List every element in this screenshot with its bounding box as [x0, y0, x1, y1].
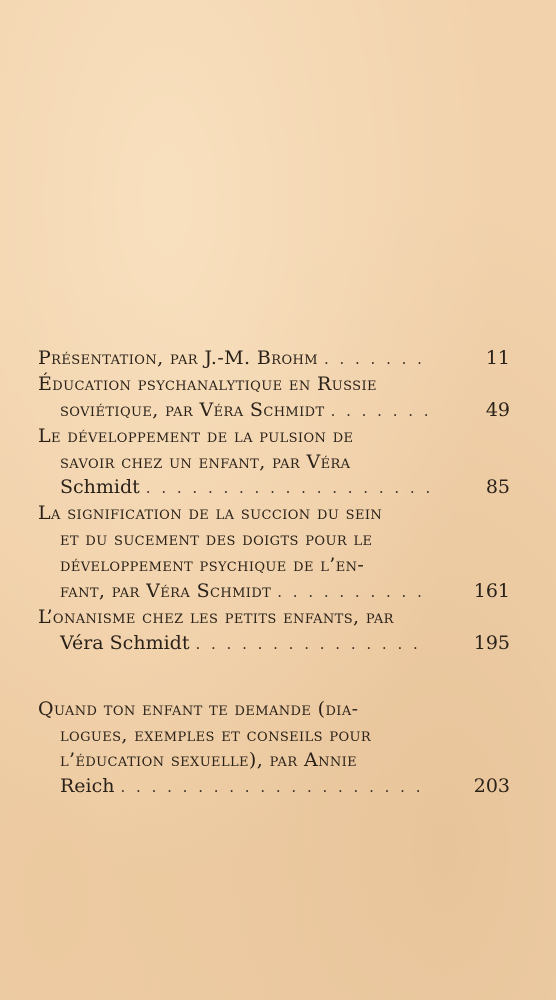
toc-entry-title-continued: savoir chez un enfant, par Véra	[60, 450, 351, 473]
toc-entry-succion-du-sein[interactable]	[38, 501, 510, 605]
toc-entry-title: Quand ton enfant te demande (dia-	[38, 697, 359, 720]
toc-entry-title-continued: logues, exemples et conseils pour	[60, 723, 372, 746]
table-of-contents	[38, 346, 510, 800]
toc-entry-pulsion-de-savoir[interactable]	[38, 424, 510, 502]
toc-entry-title: La signification de la succion du sein	[38, 502, 383, 525]
toc-entry-title-continued: développement psychique de l’en-	[60, 554, 365, 577]
toc-entry-title-continued: Schmidt	[60, 476, 140, 499]
toc-entry-title-continued: Reich	[60, 775, 115, 798]
toc-entry-title: Présentation, par J.-M. Brohm	[38, 347, 318, 369]
toc-entry-education-psychanalytique[interactable]	[38, 372, 510, 424]
toc-entry-presentation[interactable]	[38, 346, 510, 372]
toc-entry-title-continued: l’éducation sexuelle), par Annie	[60, 749, 358, 772]
toc-page-number: 85	[485, 476, 510, 499]
leader-dots	[146, 476, 430, 502]
toc-page-number: 195	[473, 631, 510, 654]
toc-entry-title-continued: et du sucement des doigts pour le	[60, 528, 373, 551]
toc-entry-title-continued: fant, par Véra Schmidt	[60, 580, 272, 603]
toc-page-number: 161	[473, 580, 510, 603]
toc-entry-title: Éducation psychanalytique en Russie	[38, 372, 377, 395]
toc-entry-onanisme[interactable]	[38, 605, 510, 657]
toc-page-number: 49	[485, 398, 510, 421]
leader-dots	[277, 580, 430, 606]
toc-entry-title: L’onanisme chez les petits enfants, par	[38, 605, 394, 628]
toc-page-number: 11	[485, 347, 510, 369]
toc-entry-quand-ton-enfant[interactable]	[38, 697, 510, 801]
toc-page-number: 203	[473, 775, 510, 798]
leader-dots	[121, 775, 430, 801]
leader-dots	[324, 347, 430, 373]
toc-entry-title-continued: Véra Schmidt	[60, 631, 190, 654]
section-gap	[38, 657, 510, 697]
toc-entry-title-continued: soviétique, par Véra Schmidt	[60, 398, 325, 421]
leader-dots	[195, 632, 430, 658]
leader-dots	[331, 399, 430, 425]
toc-entry-title: Le développement de la pulsion de	[38, 424, 354, 447]
